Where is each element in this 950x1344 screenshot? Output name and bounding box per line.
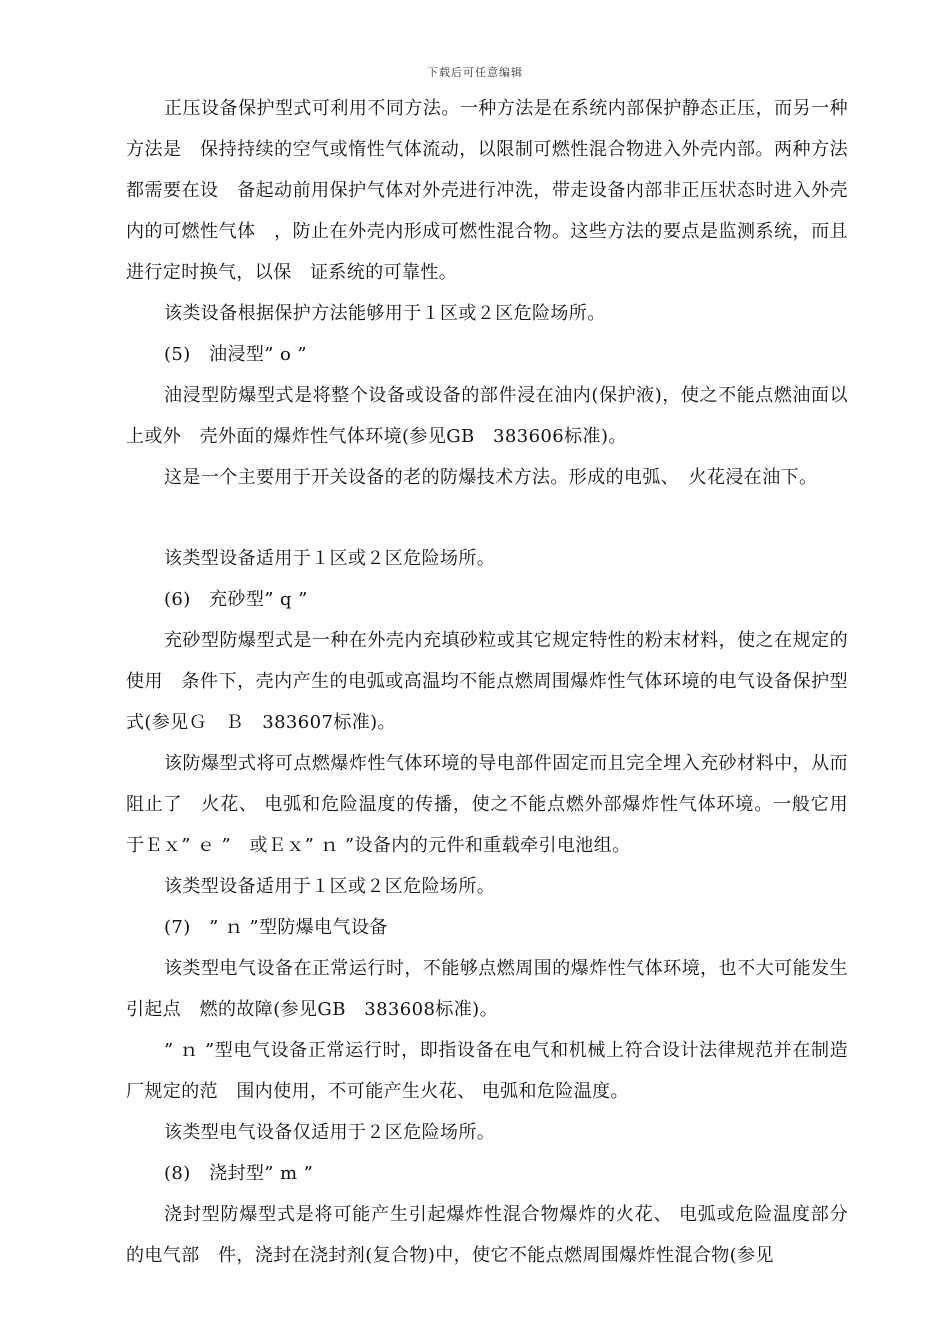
paragraph-zone-usage-2: 该类型设备适用于１区或２区危险场所。 bbox=[164, 548, 496, 569]
page-header: 下载后可任意编辑 bbox=[427, 66, 523, 79]
paragraph-encapsulation: 浇封型防爆型式是将可能产生引起爆炸性混合物爆炸的火花、 电弧或危险温度部分的电气部 件，浇封在浇封剂(复合物)中，使它不能点燃周围爆炸性混合物(参见 bbox=[126, 1204, 848, 1266]
section-heading-sand-filled: (6) 充砂型” q ” bbox=[164, 589, 308, 610]
section-heading-encapsulation: (8) 浇封型” m ” bbox=[164, 1163, 314, 1184]
section-heading-type-n: (7) ” ｎ ”型防爆电气设备 bbox=[164, 917, 388, 938]
paragraph-sand-application: 该防爆型式将可点燃爆炸性气体环境的导电部件固定而且完全埋入充砂材料中，从而阻止了 火花、 电弧和危险温度的传播，使之不能点燃外部爆炸性气体环境。一般它用于Ｅｘ” ｅ ” 或Ｅｘ” ｎ ”设备内的元件和重载牵引电池组。 bbox=[126, 753, 848, 856]
paragraph-positive-pressure: 正压设备保护型式可利用不同方法。一种方法是在系统内部保护静态正压，而另一种方法是 保持持续的空气或惰性气体流动，以限制可燃性混合物进入外壳内部。两种方法都需要在设 备起动前用保护气体对外壳进行冲洗，带走设备内部非正压状态时进入外壳内的可燃性气体 ，防止在外壳内形成可燃性混合物。这些方法的要点是监测系统，而且进行定时换气，以保 证系统的可靠性。 bbox=[126, 98, 848, 283]
paragraph-zone-usage-1: 该类设备根据保护方法能够用于１区或２区危险场所。 bbox=[164, 303, 606, 324]
paragraph-type-n: 该类型电气设备在正常运行时，不能够点燃周围的爆炸性气体环境，也不大可能发生引起点 燃的故障(参见GB 383608标准)。 bbox=[126, 958, 848, 1020]
paragraph-type-n-normal-operation: ” ｎ ”型电气设备正常运行时，即指设备在电气和机械上符合设计法律规范并在制造厂规定的范 围内使用，不可能产生火花、 电弧和危险温度。 bbox=[126, 1040, 848, 1102]
section-heading-oil-immersion: (5) 油浸型” o ” bbox=[164, 344, 307, 365]
paragraph-zone-usage-4: 该类型电气设备仅适用于２区危险场所。 bbox=[164, 1122, 496, 1143]
paragraph-oil-history: 这是一个主要用于开关设备的老的防爆技术方法。形成的电弧、 火花浸在油下。 bbox=[164, 467, 818, 488]
spacer bbox=[126, 498, 848, 538]
document-body bbox=[126, 88, 848, 1276]
paragraph-sand-filled: 充砂型防爆型式是一种在外壳内充填砂粒或其它规定特性的粉末材料，使之在规定的使用 条件下，壳内产生的电弧或高温均不能点燃周围爆炸性气体环境的电气设备保护型式(参见Ｇ Ｂ 383607标准)。 bbox=[126, 630, 848, 733]
paragraph-zone-usage-3: 该类型设备适用于１区或２区危险场所。 bbox=[164, 876, 496, 897]
paragraph-oil-immersion: 油浸型防爆型式是将整个设备或设备的部件浸在油内(保护液)，使之不能点燃油面以上或外 壳外面的爆炸性气体环境(参见GB 383606标准)。 bbox=[126, 385, 848, 447]
